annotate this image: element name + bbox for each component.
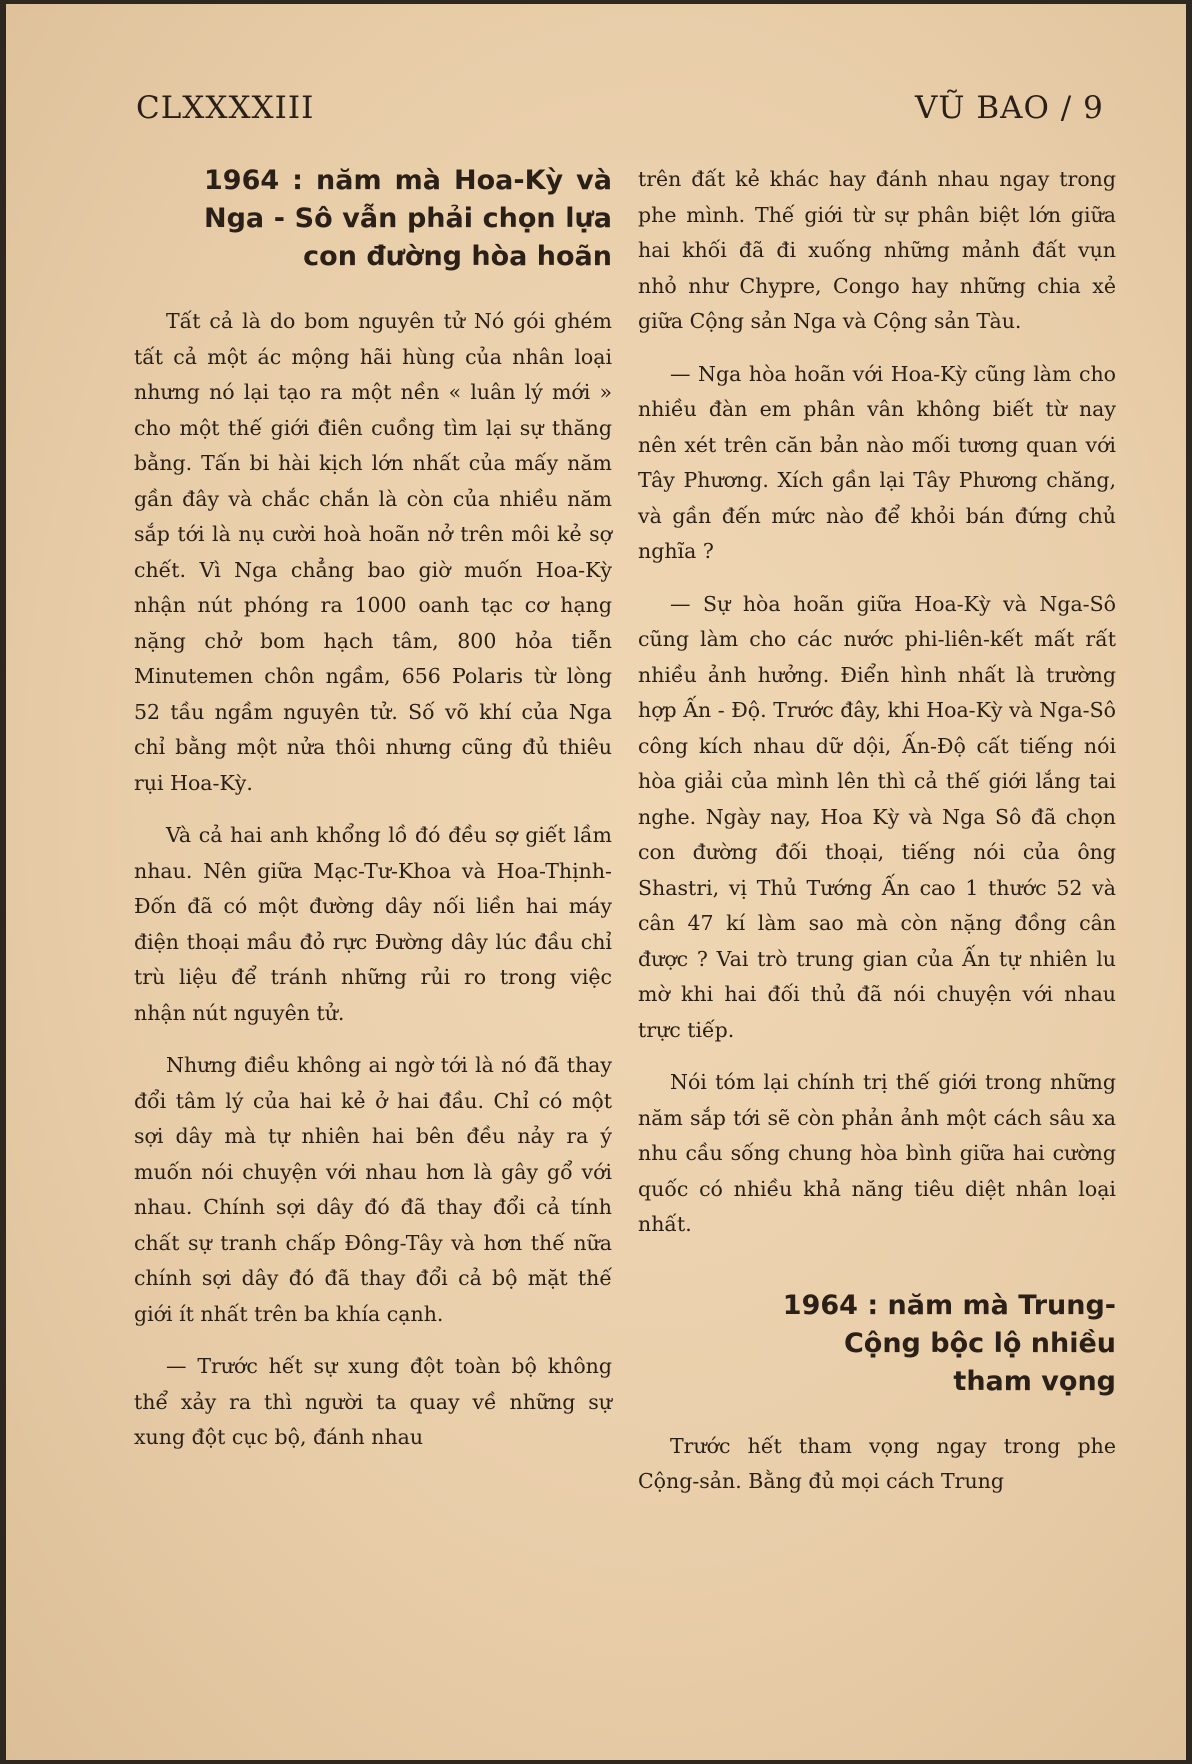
section-heading-2: 1964 : năm mà Trung-Cộng bộc lộ nhiều tham vọng — [782, 1289, 1116, 1397]
paragraph: Trước hết tham vọng ngay trong phe Cộng-sản. Bằng đủ mọi cách Trung — [638, 1433, 1116, 1493]
paragraph: Nói tóm lại chính trị thế giới trong những năm sắp tới sẽ còn phản ảnh một cách sâu xa nhu cầu sống chung hòa bình giữa hai cường quốc có nhiều khả năng tiêu diệt nhân loại nhất. — [638, 1070, 1116, 1236]
paragraph: trên đất kẻ khác hay đánh nhau ngay trong phe mình. Thế giới từ sự phân biệt lớn giữa hai khối đã đi xuống những mảnh đất vụn nhỏ như Chypre, Congo hay những chia xẻ giữa Cộng sản Nga và Cộng sản Tàu. — [638, 167, 1116, 333]
page-label: CLXXXXIII — [136, 90, 315, 126]
section-heading-1: 1964 : năm mà Hoa-Kỳ và Nga - Sô vẫn phải chọn lựa con đường hòa hoãn — [204, 165, 612, 272]
running-title: VŨ BAO / 9 — [915, 90, 1104, 126]
magazine-page — [6, 4, 1186, 1760]
left-column — [134, 162, 612, 1456]
paragraph: — Nga hòa hoãn với Hoa-Kỳ cũng làm cho nhiều đàn em phân vân không biết từ nay nên xét trên căn bản nào mối tương quan với Tây Phương. Xích gần lại Tây Phương chăng, và gần đến mức nào để khỏi bán đứng chủ nghĩa ? — [638, 361, 1116, 563]
right-column — [638, 162, 1116, 1500]
paragraph: Và cả hai anh khổng lồ đó đều sợ giết lầm nhau. Nên giữa Mạc-Tư-Khoa và Hoa-Thịnh-Đốn đã có một đường dây nối liền hai máy điện thoại mầu đỏ rực Đường dây lúc đầu chỉ trù liệu để tránh những rủi ro trong việc nhận nút nguyên tử. — [134, 823, 612, 1025]
paragraph: Tất cả là do bom nguyên tử Nó gói ghém tất cả một ác mộng hãi hùng của nhân loại nhưng nó lại tạo ra một nền « luân lý mới » cho một thế giới điên cuồng tìm lại sự thăng bằng. Tấn bi hài kịch lớn nhất của mấy năm gần đây và chắc chắn là còn của nhiều năm sắp tới là nụ cười hoà hoãn nở trên môi kẻ sợ chết. Vì Nga chẳng bao giờ muốn Hoa-Kỳ nhận nút phóng ra 1000 oanh tạc cơ hạng nặng chở bom hạch tâm, 800 hỏa tiễn Minutemen chôn ngầm, 656 Polaris từ lòng 52 tầu ngầm nguyên tử. Số võ khí của Nga chỉ bằng một nửa thôi nhưng cũng đủ thiêu rụi Hoa-Kỳ. — [134, 309, 612, 795]
paragraph: — Sự hòa hoãn giữa Hoa-Kỳ và Nga-Sô cũng làm cho các nước phi-liên-kết mất rất nhiều ảnh hưởng. Điển hình nhất là trường hợp Ấn - Độ. Trước đây, khi Hoa-Kỳ và Nga-Sô công kích nhau dữ dội, Ấn-Độ cất tiếng nói hòa giải của mình lên thì cả thế giới lắng tai nghe. Ngày nay, Hoa Kỳ và Nga Sô đã chọn con đường đối thoại, tiếng nói của ông Shastri, vị Thủ Tướng Ấn cao 1 thước 52 và cân 47 kí làm sao mà còn nặng đồng cân được ? Vai trò trung gian của Ấn tự nhiên lu mờ khi hai đối thủ đã nói chuyện với nhau trực tiếp. — [638, 591, 1116, 1042]
paragraph: — Trước hết sự xung đột toàn bộ không thể xảy ra thì người ta quay về những sự xung đột cục bộ, đánh nhau — [134, 1354, 612, 1449]
paragraph: Nhưng điều không ai ngờ tới là nó đã thay đổi tâm lý của hai kẻ ở hai đầu. Chỉ có một sợi dây mà tự nhiên hai bên đều nảy ra ý muốn nói chuyện với nhau hơn là gây gổ với nhau. Chính sợi dây đó đã thay đổi cả tính chất sự tranh chấp Đông-Tây và hơn thế nữa chính sợi dây đó đã thay đổi cả bộ mặt thế giới ít nhất trên ba khía cạnh. — [134, 1053, 612, 1326]
